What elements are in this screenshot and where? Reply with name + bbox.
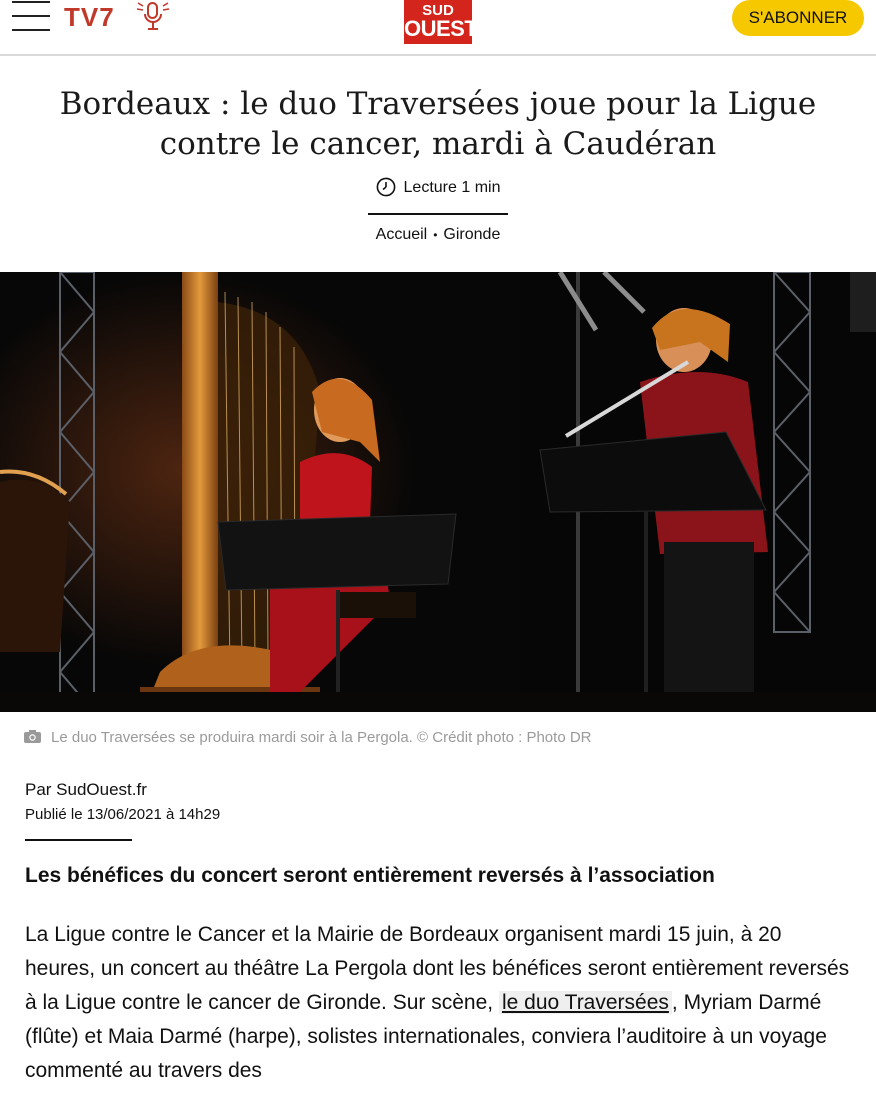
camera-icon bbox=[24, 730, 41, 743]
logo-line-2: OUEST bbox=[404, 16, 478, 41]
byline-divider bbox=[25, 839, 132, 841]
reading-time bbox=[0, 177, 876, 197]
microphone-icon[interactable] bbox=[133, 0, 173, 34]
publication-date: Publié le 13/06/2021 à 14h29 bbox=[25, 806, 221, 823]
sud-ouest-logo[interactable] bbox=[404, 0, 478, 44]
breadcrumb-gironde[interactable]: Gironde bbox=[443, 226, 501, 243]
tv7-link[interactable]: TV7 bbox=[64, 2, 115, 32]
logo-line-1: SUD bbox=[422, 2, 454, 19]
breadcrumb-separator: • bbox=[433, 228, 438, 242]
article-photo bbox=[0, 272, 876, 712]
author: Par SudOuest.fr bbox=[25, 780, 147, 799]
duo-traversees-link[interactable]: le duo Traversées bbox=[499, 991, 672, 1014]
photo-caption bbox=[24, 729, 592, 746]
body-text-start: La Ligue contre le Cancer et la Mairie de Bordeaux organisent mardi 15 juin, à 20 heures, un concert au théâtre La Pergola dont les bénéfices seront entièrement reversés à la Ligue contre le cancer de Gironde. Sur scène, bbox=[25, 923, 850, 1014]
title-divider bbox=[368, 213, 508, 215]
photo-caption-text: Le duo Traversées se produira mardi soir à la Pergola. © Crédit photo : Photo DR bbox=[51, 729, 592, 746]
body-text-end: , Myriam Darmé (flûte) et Maia Darmé (harpe), solistes internationales, conviera l’auditoire à un voyage commenté au travers des bbox=[25, 991, 827, 1082]
article-title: Bordeaux : le duo Traversées joue pour la Ligue contre le cancer, mardi à Caudéran bbox=[59, 86, 817, 162]
article-lead: Les bénéfices du concert seront entièrement reversés à l’association bbox=[25, 864, 715, 887]
reading-time-label: Lecture 1 min bbox=[403, 179, 501, 196]
subscribe-button[interactable]: S'ABONNER bbox=[732, 0, 864, 36]
clock-icon bbox=[376, 177, 396, 197]
top-bar bbox=[0, 0, 876, 56]
hamburger-menu-icon[interactable] bbox=[12, 0, 52, 34]
breadcrumb-home[interactable]: Accueil bbox=[375, 226, 428, 243]
article-body bbox=[25, 918, 855, 1088]
breadcrumb bbox=[0, 226, 876, 244]
